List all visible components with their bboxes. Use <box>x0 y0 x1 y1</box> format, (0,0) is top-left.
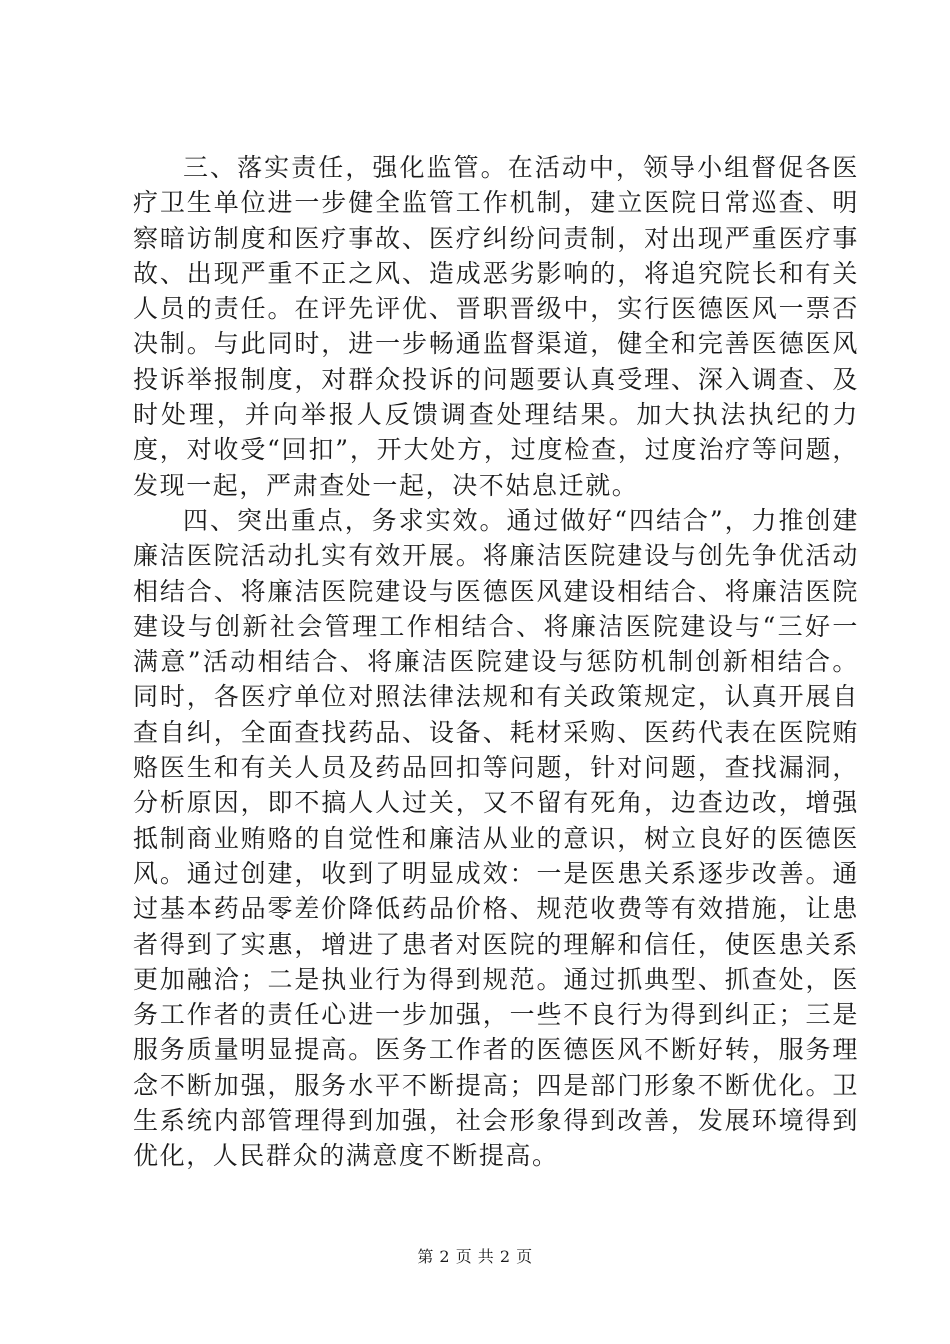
document-body <box>133 150 859 1174</box>
page-number: 第 2 页 共 2 页 <box>417 1247 533 1266</box>
page-footer <box>0 1244 950 1267</box>
paragraph-section-three: 三、落实责任，强化监管。在活动中，领导小组督促各医疗卫生单位进一步健全监管工作机制，建立医院日常巡查、明察暗访制度和医疗事故、医疗纠纷问责制，对出现严重医疗事故、出现严重不正之风、造成恶劣影响的，将追究院长和有关人员的责任。在评先评优、晋职晋级中，实行医德医风一票否决制。与此同时，进一步畅通监督渠道，健全和完善医德医风投诉举报制度，对群众投诉的问题要认真受理、深入调查、及时处理，并向举报人反馈调查处理结果。加大执法执纪的力度，对收受“回扣”，开大处方，过度检查，过度治疗等问题，发现一起，严肃查处一起，决不姑息迁就。 <box>133 153 859 500</box>
paragraph-section-four: 四、突出重点，务求实效。通过做好“四结合”，力推创建廉洁医院活动扎实有效开展。将廉洁医院建设与创先争优活动相结合、将廉洁医院建设与医德医风建设相结合、将廉洁医院建设与创新社会管理工作相结合、将廉洁医院建设与“三好一满意”活动相结合、将廉洁医院建设与惩防机制创新相结合。同时，各医疗单位对照法律法规和有关政策规定，认真开展自查自纠，全面查找药品、设备、耗材采购、医药代表在医院贿赂医生和有关人员及药品回扣等问题，针对问题，查找漏洞，分析原因，即不搞人人过关，又不留有死角，边查边改，增强抵制商业贿赂的自觉性和廉洁从业的意识，树立良好的医德医风。通过创建，收到了明显成效：一是医患关系逐步改善。通过基本药品零差价降低药品价格、规范收费等有效措施，让患者得到了实惠，增进了患者对医院的理解和信任，使医患关系更加融洽；二是执业行为得到规范。通过抓典型、抓查处，医务工作者的责任心进一步加强，一些不良行为得到纠正；三是服务质量明显提高。医务工作者的医德医风不断好转，服务理念不断加强，服务水平不断提高；四是部门形象不断优化。卫生系统内部管理得到加强，社会形象得到改善，发展环境得到优化，人民群众的满意度不断提高。 <box>133 505 859 1171</box>
